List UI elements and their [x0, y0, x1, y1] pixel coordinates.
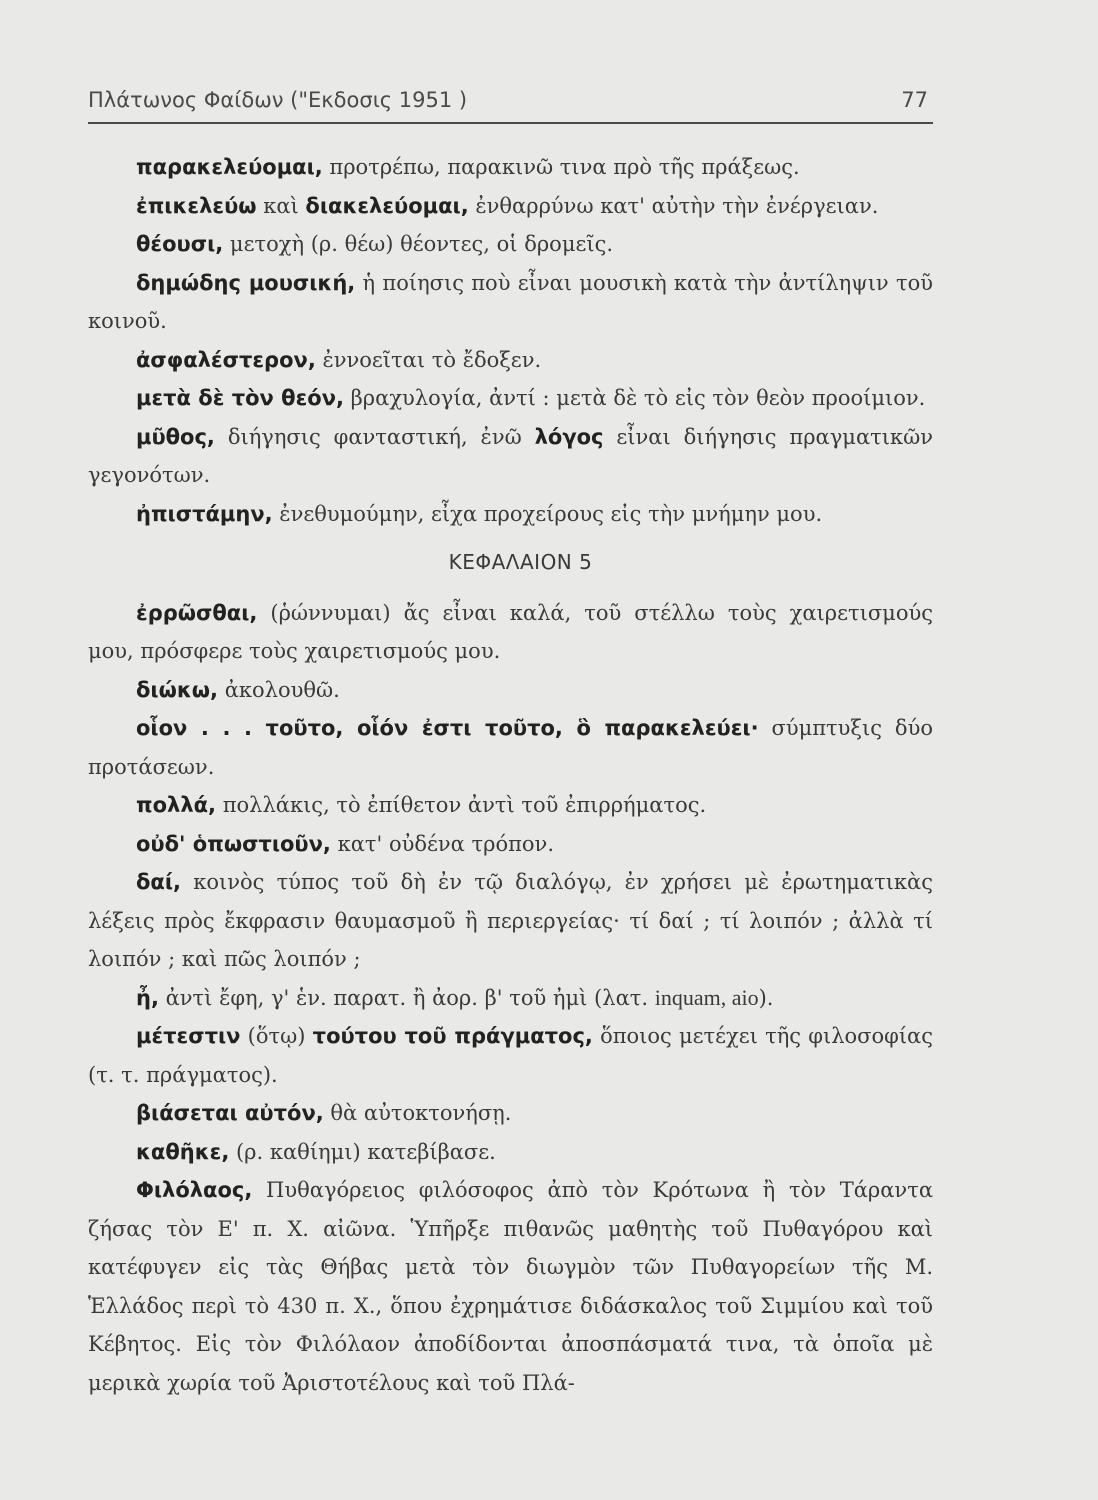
- headword: καθῆκε,: [136, 1139, 230, 1164]
- glossary-body: [88, 148, 933, 1402]
- headword: οἷον . . . τοῦτο, οἷόν ἐστι τοῦτο, ὃ παρακελεύει·: [136, 716, 759, 740]
- definition: ὅποιος μετέχει τῆς φιλοσοφίας (τ. τ. πράγματος).: [88, 1024, 933, 1087]
- glossary-entry: [88, 1094, 933, 1133]
- headword: ἐπικελεύω: [136, 193, 257, 218]
- definition: σύμπτυξις δύο προτάσεων.: [88, 716, 933, 779]
- definition: διήγησις φανταστική, ἐνῶ: [214, 424, 535, 449]
- glossary-entry: [88, 979, 933, 1018]
- definition: Πυθαγόρειος φιλόσοφος ἀπὸ τὸν Κρότωνα ἢ τὸν Τάραντα ζήσας τὸν Ε' π. Χ. αἰῶνα. Ὑπῆρξε πιθανῶς μαθητὴς τοῦ Πυθαγόρου καὶ κατέφυγεν εἰς τὰς Θήβας μετὰ τὸν διωγμὸν τῶν Πυθαγορείων τῆς Μ. Ἑλλάδος περὶ τὸ 430 π. Χ., ὅπου ἐχρημάτισε διδάσκαλος τοῦ Σιμμίου καὶ τοῦ Κέβητος. Εἰς τὸν Φιλόλαον ἀποδίδονται ἀποσπάσματά τινα, τὰ ὁποῖα μὲ μερικὰ χωρία τοῦ Ἀριστοτέλους καὶ τοῦ Πλά-: [88, 1178, 933, 1395]
- headword: θέουσι,: [136, 232, 224, 256]
- definition: κατ' οὐδένα τρόπον.: [330, 831, 555, 856]
- glossary-entry: [88, 341, 933, 380]
- headword: μέτεστιν: [136, 1024, 241, 1048]
- definition: ἀντὶ ἔφη, γ' ἑν. παρατ. ἢ ἀορ. β' τοῦ ἠμὶ (λατ.: [158, 985, 655, 1010]
- headword: ἀσφαλέστερον,: [136, 347, 316, 372]
- glossary-entry: [88, 671, 933, 710]
- headword: ἠπιστάμην,: [136, 501, 273, 526]
- definition: καὶ: [256, 193, 306, 218]
- definition: βραχυλογία, ἀντί : μετὰ δὲ τὸ εἰς τὸν θεὸν προοίμιον.: [343, 386, 926, 410]
- glossary-entry: [88, 709, 933, 786]
- headword: λόγος: [534, 424, 604, 449]
- glossary-entry: [88, 1017, 933, 1094]
- glossary-entry: [88, 264, 933, 341]
- definition: ἐννοεῖται τὸ ἔδοξεν.: [315, 347, 542, 372]
- glossary-entry: [88, 379, 933, 418]
- glossary-entry: [88, 863, 933, 979]
- headword: παρακελεύομαι,: [136, 155, 323, 179]
- definition: κοινὸς τύπος τοῦ δὴ ἐν τῷ διαλόγῳ, ἐν χρήσει μὲ ἐρωτηματικὰς λέξεις πρὸς ἔκφρασιν θαυμασμοῦ ἢ περιεργείας· τί δαί ; τί λοιπόν ; ἀλλὰ τί λοιπόν ; καὶ πῶς λοιπόν ;: [88, 870, 933, 971]
- glossary-entry: [88, 825, 933, 864]
- headword: οὐδ' ὁπωστιοῦν,: [136, 831, 331, 856]
- header-rule: [88, 122, 933, 124]
- headword: ἦ,: [136, 985, 159, 1010]
- definition: (ὅτῳ): [240, 1024, 313, 1048]
- glossary-entry: [88, 594, 933, 671]
- page-number: 77: [901, 88, 928, 112]
- glossary-entry: [88, 1133, 933, 1172]
- headword: διακελεύομαι,: [305, 193, 469, 218]
- definition: ἐνθαρρύνω κατ' αὐτὴν τὴν ἐνέργειαν.: [468, 193, 879, 218]
- headword: διώκω,: [136, 677, 219, 702]
- headword: ἐρρῶσθαι,: [136, 600, 258, 625]
- headword: Φιλόλαος,: [136, 1178, 253, 1202]
- glossary-entry: [88, 1171, 933, 1402]
- glossary-entry: [88, 495, 933, 534]
- definition: ἡ ποίησις ποὺ εἶναι μουσικὴ κατὰ τὴν ἀντίληψιν τοῦ κοινοῦ.: [88, 270, 933, 333]
- definition: πολλάκις, τὸ ἐπίθετον ἀντὶ τοῦ ἐπιρρήματος.: [216, 793, 707, 817]
- headword: πολλά,: [136, 793, 217, 817]
- glossary-entry: [88, 786, 933, 825]
- definition: (ῥώννυμαι) ἄς εἶναι καλά, τοῦ στέλλω τοὺς χαιρετισμούς μου, πρόσφερε τοὺς χαιρετισμούς μου.: [88, 600, 933, 663]
- headword: τούτου τοῦ πράγματος,: [312, 1024, 593, 1048]
- glossary-entry: [88, 148, 933, 187]
- definition: προτρέπω, παρακινῶ τινα πρὸ τῆς πράξεως.: [322, 155, 800, 179]
- headword: δαί,: [136, 870, 182, 894]
- running-title: Πλάτωνος Φαίδων ("Εκδοσις 1951 ): [88, 88, 468, 112]
- definition: ἐνεθυμούμην, εἶχα προχείρους εἰς τὴν μνήμην μου.: [272, 501, 823, 526]
- definition: θὰ αὐτοκτονήσῃ.: [323, 1101, 512, 1125]
- definition: εἶναι διήγησις πραγματικῶν γεγονότων.: [88, 424, 933, 487]
- headword: βιάσεται αὐτόν,: [136, 1101, 324, 1125]
- latin-gloss: inquam, aio: [654, 984, 759, 1010]
- headword: δημώδης μουσική,: [136, 270, 356, 295]
- glossary-entry: [88, 418, 933, 495]
- headword: μῦθος,: [136, 424, 215, 449]
- glossary-entry: [88, 225, 933, 264]
- definition: μετοχὴ (ρ. θέω) θέοντες, οἱ δρομεῖς.: [223, 232, 614, 256]
- chapter-heading: ΚΕΦΑΛΑΙΟΝ 5: [448, 550, 593, 574]
- definition: ).: [758, 985, 774, 1010]
- definition: (ρ. καθίημι) κατεβίβασε.: [229, 1139, 496, 1164]
- definition: ἀκολουθῶ.: [218, 677, 340, 702]
- running-header: [88, 88, 928, 112]
- glossary-entry: [88, 187, 933, 226]
- headword: μετὰ δὲ τὸν θεόν,: [136, 386, 344, 410]
